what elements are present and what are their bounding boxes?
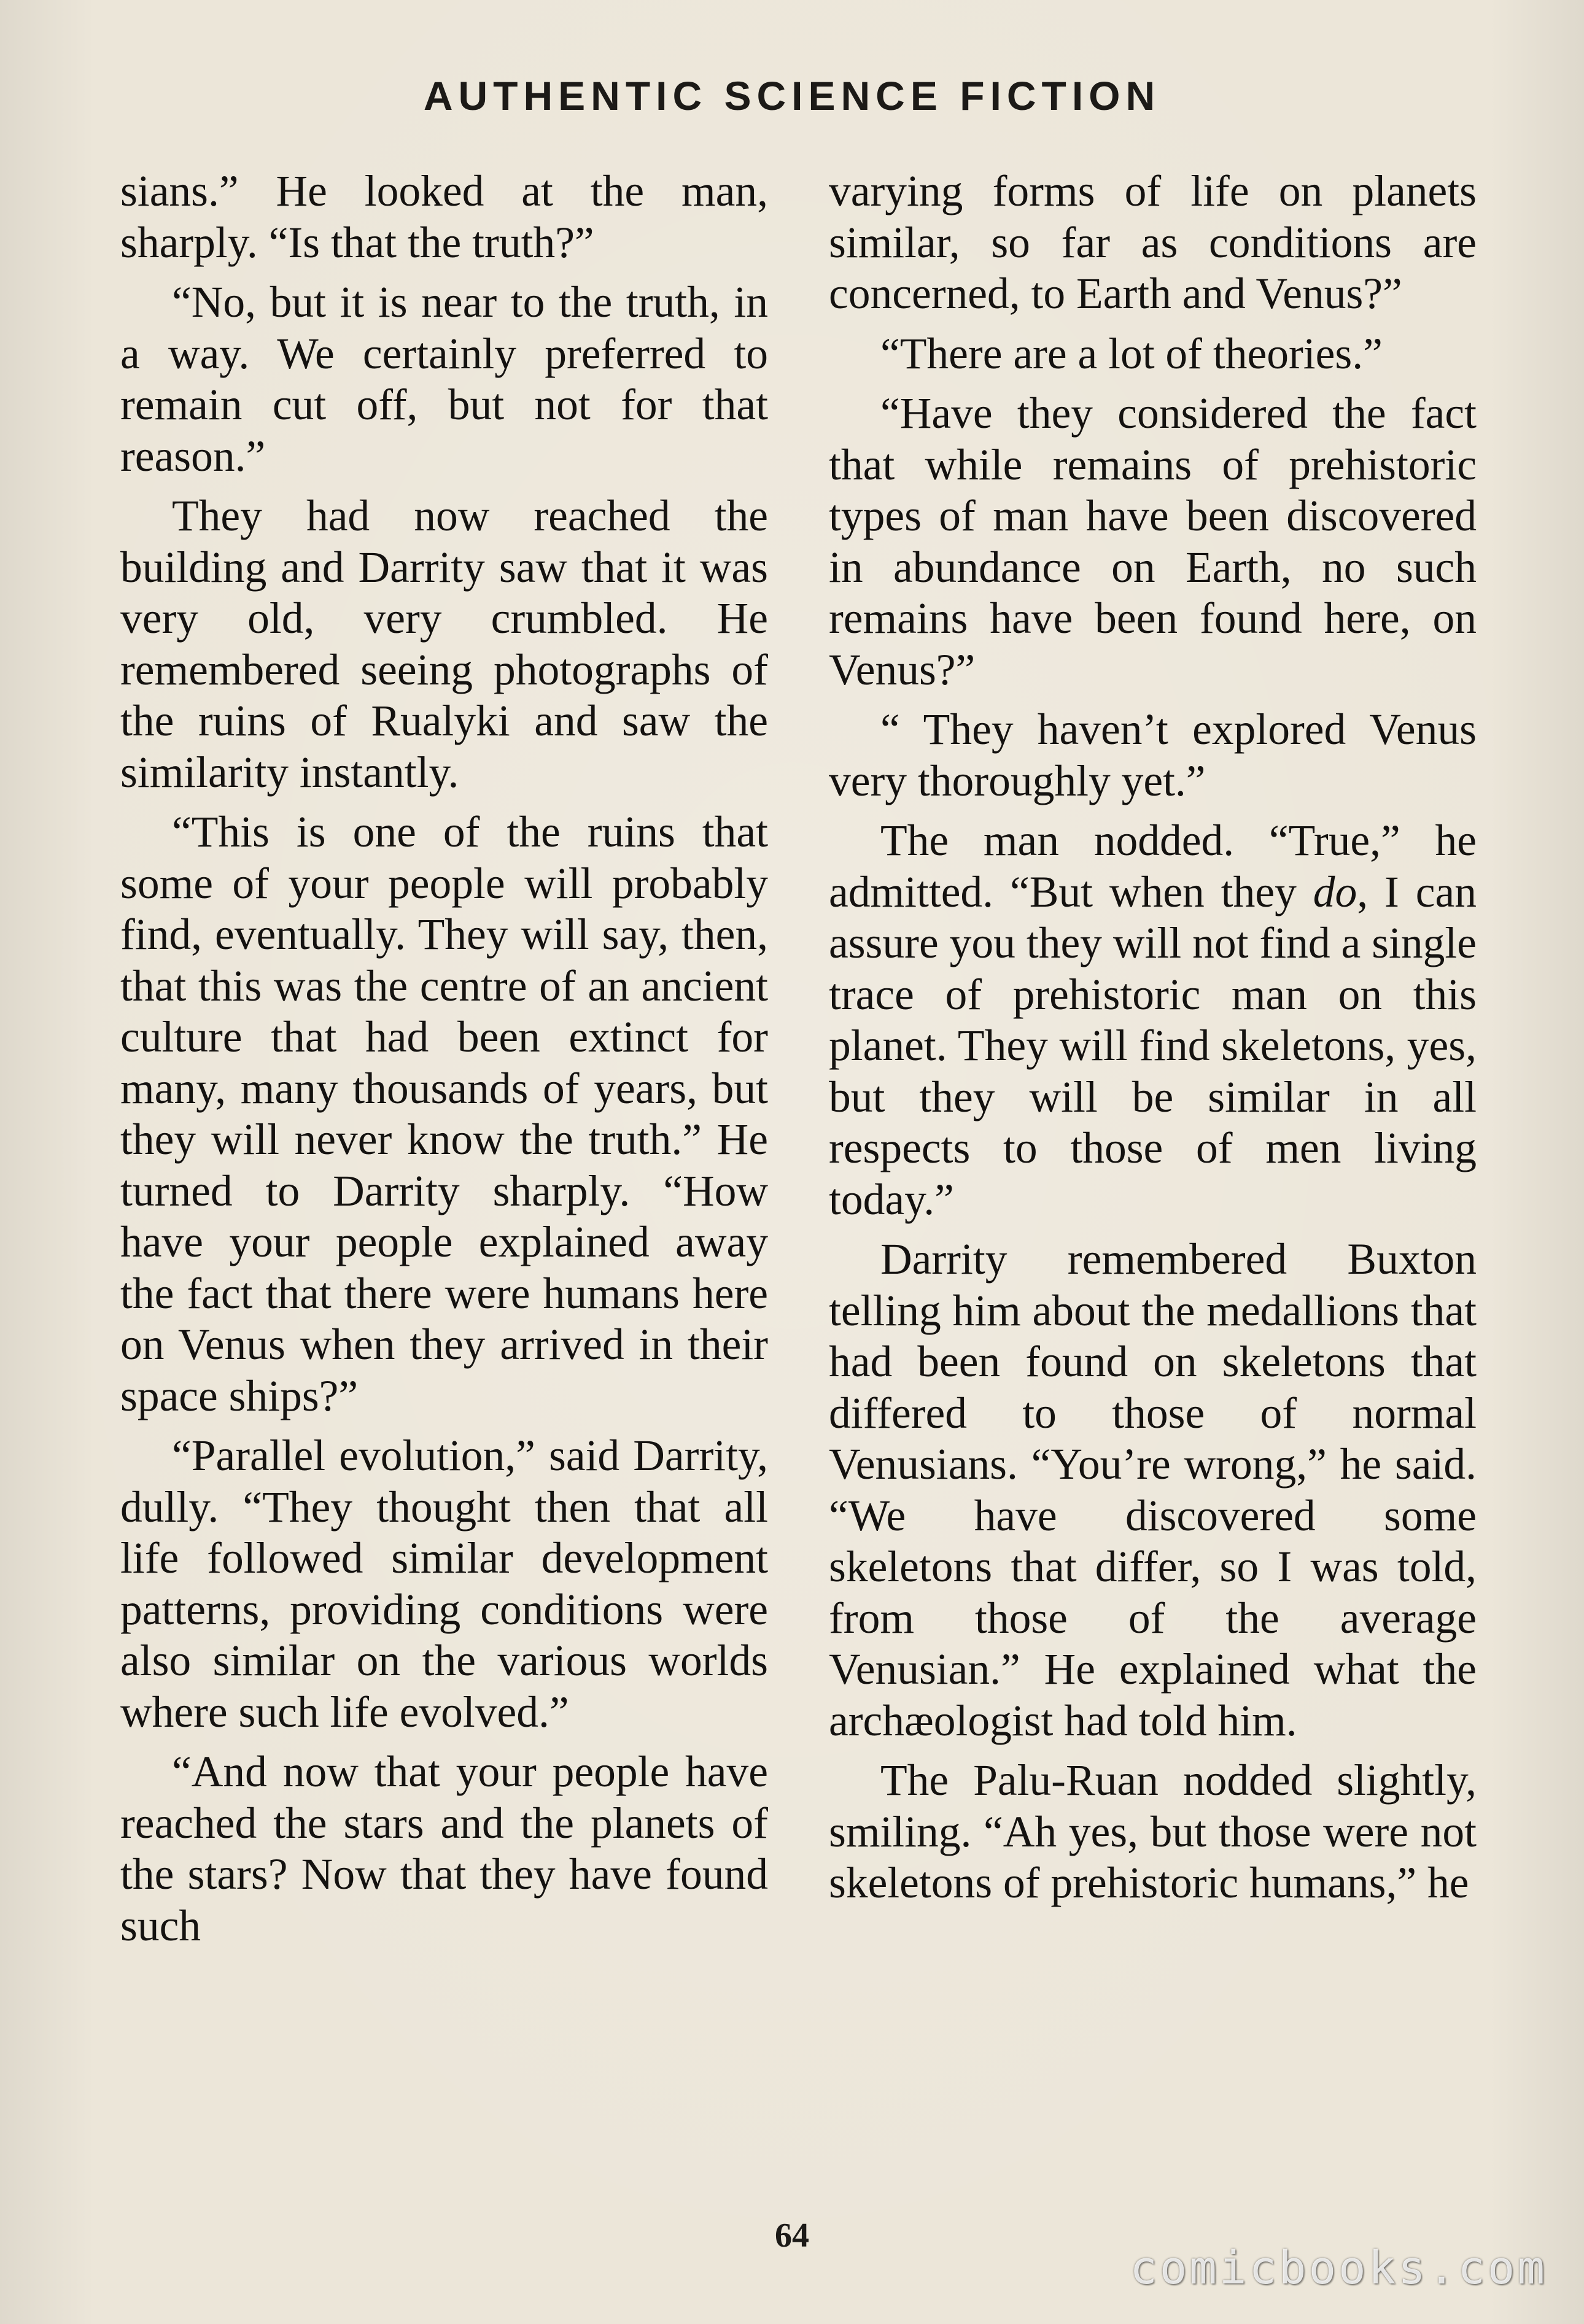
paragraph-text: The man nodded. “True,” he admitted. “But when they [829,816,1477,916]
paragraph: varying forms of life on planets similar, so far as conditions are concerned, to Earth and Venus?” [829,167,1477,318]
paragraph: “Parallel evolution,” said Darrity, dully. “They thought then that all life followed similar development patterns, providing conditions were also similar on the various worlds where such life evolved.” [120,1431,768,1737]
paragraph [829,815,1477,1225]
paragraph: They had now reached the building and Darrity saw that it was very old, very crumbled. He remembered seeing photographs of the ruins of Rualyki and saw the similarity instantly. [120,492,768,797]
paragraph: The Palu-Ruan nodded slightly, smiling. “Ah yes, but those were not skeletons of prehistoric humans,” he [829,1756,1477,1907]
paragraph-text: , I can assure you they will not find a single trace of prehistoric man on this planet. They will find skeletons, yes, but they will be similar in all respects to those of men living today.” [829,867,1477,1224]
page-number: 64 [775,2217,809,2255]
paragraph: “ They haven’t explored Venus very thoroughly yet.” [829,705,1477,805]
paragraph: “There are a lot of theories.” [880,329,1383,378]
paragraph: “And now that your people have reached the stars and the planets of the stars? Now that they have found such [120,1748,768,1950]
paragraph: Darrity remembered Buxton telling him about the medallions that had been found on skeletons that differed to those of normal Venusians. “You’re wrong,” he said. “We have discovered some skeletons that differ, so I was told, from those of the average Venusian.” He explained what the archæologist had told him. [829,1235,1477,1745]
watermark: comicbooks.com [1130,2242,1547,2295]
paragraph: “Have they considered the fact that while remains of prehistoric types of man have been discovered in abundance on Earth, no such remains have been found here, on Venus?” [829,389,1477,694]
paragraph: “This is one of the ruins that some of your people will probably find, eventually. They will say, then, that this was the centre of an ancient culture that had been extinct for many, many thousands of years, but they will never know the truth.” He turned to Darrity sharply. “How have your people explained away the fact that there were humans here on Venus when they arrived in their space ships?” [120,808,768,1420]
italic-word: do [1313,867,1357,916]
running-header: AUTHENTIC SCIENCE FICTION [423,73,1161,118]
left-text-column [120,166,768,1960]
paragraph: sians.” He looked at the man, sharply. “Is that the truth?” [120,167,768,267]
paragraph: “No, but it is near to the truth, in a way. We certainly preferred to remain cut off, but not for that reason.” [120,278,768,481]
right-text-column [829,166,1477,1918]
